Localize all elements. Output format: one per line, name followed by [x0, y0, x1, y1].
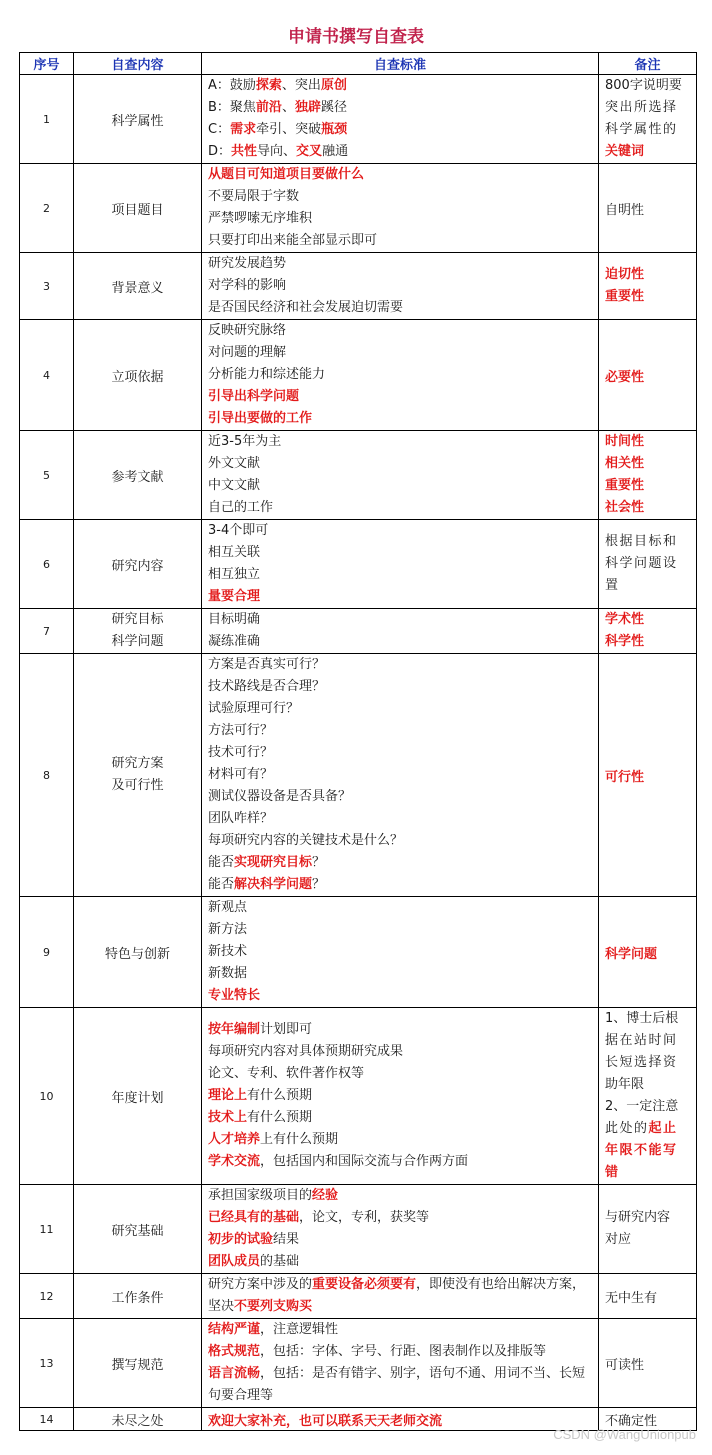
row-standard: 方案是否真实可行？ 技术路线是否合理？ 试验原理可行？ 方法可行？ 技术可行？ 材料可有？ 测试仪器设备是否具备？ 团队咋样？ 每项研究内容的关键技术是什么？ 能否实现研究目标？ 能否解决科学问题？ [202, 654, 599, 897]
row-standard: 承担国家级项目的经验 已经具有的基础，论文，专利，获奖等 初步的试验结果 团队成员的基础 [202, 1185, 599, 1274]
row-item: 未尽之处 [74, 1408, 202, 1431]
header-note: 备注 [599, 53, 697, 75]
row-note: 不确定性 [599, 1408, 697, 1431]
row-note: 自明性 [599, 164, 697, 253]
table-row [20, 609, 697, 654]
table-row [20, 897, 697, 1008]
header-standard: 自查标准 [202, 53, 599, 75]
table-row [20, 1319, 697, 1408]
row-standard: A：鼓励探索、突出原创 B：聚焦前沿、独辟蹊径 C：需求牵引、突破瓶颈 D：共性导向、交叉融通 [202, 75, 599, 164]
row-item: 项目题目 [74, 164, 202, 253]
row-number: 12 [20, 1274, 74, 1319]
row-standard: 近3-5年为主 外文文献 中文文献 自己的工作 [202, 431, 599, 520]
row-standard: 研究发展趋势 对学科的影响 是否国民经济和社会发展迫切需要 [202, 253, 599, 320]
row-note: 时间性 相关性 重要性 社会性 [599, 431, 697, 520]
row-standard: 结构严谨，注意逻辑性 格式规范，包括：字体、字号、行距、图表制作以及排版等 语言流畅，包括：是否有错字、别字，语句不通、用词不当、长短句要合理等 [202, 1319, 599, 1408]
header-item: 自查内容 [74, 53, 202, 75]
page-title: 申请书撰写自查表 [288, 27, 424, 47]
row-note: 迫切性 重要性 [599, 253, 697, 320]
row-number: 8 [20, 654, 74, 897]
row-note: 无中生有 [599, 1274, 697, 1319]
row-note: 必要性 [599, 320, 697, 431]
row-note: 科学问题 [599, 897, 697, 1008]
row-item: 研究目标 科学问题 [74, 609, 202, 654]
row-item: 研究基础 [74, 1185, 202, 1274]
row-item: 立项依据 [74, 320, 202, 431]
row-item: 研究方案 及可行性 [74, 654, 202, 897]
row-item: 背景意义 [74, 253, 202, 320]
row-number: 10 [20, 1008, 74, 1185]
row-standard: 新观点 新方法 新技术 新数据 专业特长 [202, 897, 599, 1008]
row-number: 11 [20, 1185, 74, 1274]
header-num: 序号 [20, 53, 74, 75]
row-note: 可行性 [599, 654, 697, 897]
row-item: 参考文献 [74, 431, 202, 520]
row-note: 可读性 [599, 1319, 697, 1408]
row-number: 3 [20, 253, 74, 320]
row-item: 研究内容 [74, 520, 202, 609]
row-standard: 按年编制计划即可 每项研究内容对具体预期研究成果 论文、专利、软件著作权等 理论上有什么预期 技术上有什么预期 人才培养上有什么预期 学术交流，包括国内和国际交流与合作两方面 [202, 1008, 599, 1185]
table-row [20, 164, 697, 253]
row-number: 2 [20, 164, 74, 253]
csdn-watermark: CSDN @WangUnionpub [553, 1427, 696, 1442]
table-row [20, 1274, 697, 1319]
table-row [20, 654, 697, 897]
table-row [20, 1185, 697, 1274]
row-note: 1、博士后根 据在站时间 长短选择资 助年限 2、一定注意 此处的起止 年限不能写 错 [599, 1008, 697, 1185]
row-number: 14 [20, 1408, 74, 1431]
row-standard: 研究方案中涉及的重要设备必须要有，即使没有也给出解决方案，坚决不要列支购买 [202, 1274, 599, 1319]
self-check-table [19, 52, 697, 1431]
row-note: 学术性 科学性 [599, 609, 697, 654]
table-row [20, 75, 697, 164]
table-row [20, 1008, 697, 1185]
table-header-row [20, 53, 697, 75]
row-standard: 目标明确 凝练准确 [202, 609, 599, 654]
row-standard: 从题目可知道项目要做什么 不要局限于字数 严禁啰嗦无序堆积 只要打印出来能全部显示即可 [202, 164, 599, 253]
row-item: 科学属性 [74, 75, 202, 164]
table-row [20, 520, 697, 609]
row-note: 800字说明要 突出所选择 科学属性的 关键词 [599, 75, 697, 164]
row-item: 年度计划 [74, 1008, 202, 1185]
table-row [20, 320, 697, 431]
row-number: 1 [20, 75, 74, 164]
row-item: 撰写规范 [74, 1319, 202, 1408]
row-standard: 反映研究脉络 对问题的理解 分析能力和综述能力 引导出科学问题 引导出要做的工作 [202, 320, 599, 431]
row-number: 13 [20, 1319, 74, 1408]
row-item: 工作条件 [74, 1274, 202, 1319]
row-note: 根据目标和 科学问题设 置 [599, 520, 697, 609]
row-number: 9 [20, 897, 74, 1008]
row-number: 6 [20, 520, 74, 609]
table-row [20, 253, 697, 320]
row-standard: 欢迎大家补充，也可以联系天天老师交流 [202, 1408, 599, 1431]
row-note: 与研究内容 对应 [599, 1185, 697, 1274]
row-number: 4 [20, 320, 74, 431]
row-standard: 3-4个即可 相互关联 相互独立 量要合理 [202, 520, 599, 609]
table-row [20, 431, 697, 520]
row-number: 5 [20, 431, 74, 520]
row-number: 7 [20, 609, 74, 654]
row-item: 特色与创新 [74, 897, 202, 1008]
